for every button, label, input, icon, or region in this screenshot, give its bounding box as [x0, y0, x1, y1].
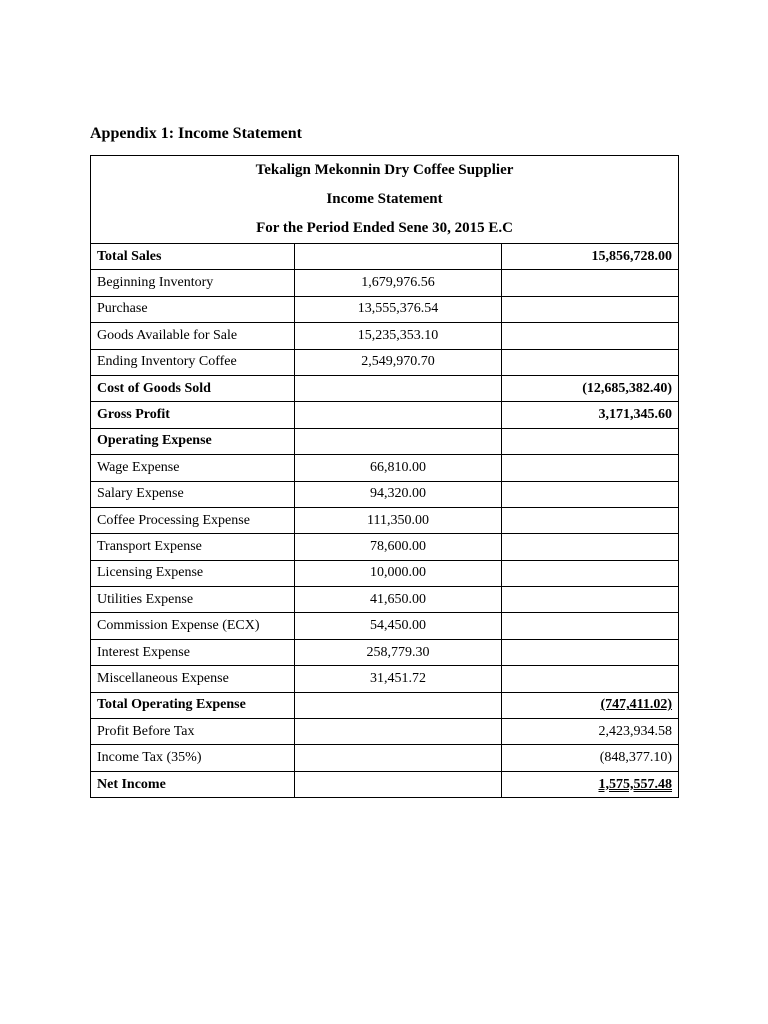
row-total-amount [502, 323, 679, 349]
row-total-amount [502, 613, 679, 639]
row-detail-amount: 15,235,353.10 [295, 323, 502, 349]
row-label: Wage Expense [91, 455, 295, 481]
row-detail-amount [295, 771, 502, 797]
statement-header [91, 156, 679, 244]
statement-row [91, 613, 679, 639]
row-total-value: 1,575,557.48 [598, 776, 673, 792]
row-total-amount [502, 745, 679, 771]
row-label: Total Operating Expense [91, 692, 295, 718]
row-label: Profit Before Tax [91, 719, 295, 745]
statement-row [91, 270, 679, 296]
row-total-amount [502, 666, 679, 692]
row-detail-amount: 13,555,376.54 [295, 296, 502, 322]
row-total-amount [502, 296, 679, 322]
row-total-amount [502, 402, 679, 428]
row-label: Total Sales [91, 244, 295, 270]
row-label: Utilities Expense [91, 587, 295, 613]
row-detail-amount: 258,779.30 [295, 639, 502, 665]
statement-period: For the Period Ended Sene 30, 2015 E.C [256, 220, 513, 236]
row-label: Gross Profit [91, 402, 295, 428]
row-detail-amount [295, 692, 502, 718]
row-total-amount [502, 507, 679, 533]
row-total-value: (848,377.10) [599, 750, 673, 766]
row-detail-amount: 66,810.00 [295, 455, 502, 481]
statement-row [91, 639, 679, 665]
statement-row [91, 402, 679, 428]
row-label: Licensing Expense [91, 560, 295, 586]
row-detail-amount [295, 244, 502, 270]
row-detail-amount: 31,451.72 [295, 666, 502, 692]
statement-row [91, 534, 679, 560]
row-total-value: 2,423,934.58 [598, 723, 673, 739]
row-label: Cost of Goods Sold [91, 375, 295, 401]
row-total-value: 15,856,728.00 [591, 248, 673, 264]
row-label: Transport Expense [91, 534, 295, 560]
row-total-amount [502, 428, 679, 454]
statement-row [91, 719, 679, 745]
row-detail-amount: 94,320.00 [295, 481, 502, 507]
row-label: Income Tax (35%) [91, 745, 295, 771]
statement-row [91, 692, 679, 718]
statement-row [91, 428, 679, 454]
row-label: Coffee Processing Expense [91, 507, 295, 533]
row-total-amount [502, 244, 679, 270]
row-label: Ending Inventory Coffee [91, 349, 295, 375]
row-total-value: (12,685,382.40) [582, 380, 673, 396]
row-total-amount [502, 587, 679, 613]
row-total-amount [502, 719, 679, 745]
row-label: Operating Expense [91, 428, 295, 454]
statement-row [91, 481, 679, 507]
row-label: Purchase [91, 296, 295, 322]
row-detail-amount [295, 719, 502, 745]
statement-row [91, 349, 679, 375]
statement-header-row [91, 156, 679, 244]
statement-row [91, 323, 679, 349]
row-detail-amount [295, 375, 502, 401]
row-detail-amount: 111,350.00 [295, 507, 502, 533]
row-label: Goods Available for Sale [91, 323, 295, 349]
row-label: Salary Expense [91, 481, 295, 507]
income-statement-table [90, 155, 679, 798]
statement-row [91, 244, 679, 270]
row-total-amount [502, 375, 679, 401]
statement-row [91, 666, 679, 692]
statement-row [91, 296, 679, 322]
row-label: Net Income [91, 771, 295, 797]
statement-row [91, 560, 679, 586]
statement-row [91, 771, 679, 797]
row-total-value: (747,411.02) [600, 697, 673, 713]
row-label: Beginning Inventory [91, 270, 295, 296]
row-total-value: 3,171,345.60 [598, 407, 673, 423]
row-total-amount [502, 534, 679, 560]
row-total-amount [502, 771, 679, 797]
row-detail-amount: 54,450.00 [295, 613, 502, 639]
row-detail-amount [295, 745, 502, 771]
row-total-amount [502, 481, 679, 507]
row-label: Interest Expense [91, 639, 295, 665]
row-detail-amount: 1,679,976.56 [295, 270, 502, 296]
appendix-title: Appendix 1: Income Statement [90, 125, 302, 142]
row-detail-amount [295, 428, 502, 454]
row-label: Commission Expense (ECX) [91, 613, 295, 639]
statement-row [91, 375, 679, 401]
statement-row [91, 745, 679, 771]
row-label: Miscellaneous Expense [91, 666, 295, 692]
statement-row [91, 587, 679, 613]
row-detail-amount: 41,650.00 [295, 587, 502, 613]
statement-name: Income Statement [326, 191, 443, 207]
row-detail-amount [295, 402, 502, 428]
row-total-amount [502, 692, 679, 718]
company-name: Tekalign Mekonnin Dry Coffee Supplier [255, 162, 514, 178]
statement-row [91, 507, 679, 533]
row-total-amount [502, 270, 679, 296]
row-total-amount [502, 349, 679, 375]
row-total-amount [502, 560, 679, 586]
row-total-amount [502, 455, 679, 481]
row-detail-amount: 2,549,970.70 [295, 349, 502, 375]
row-total-amount [502, 639, 679, 665]
row-detail-amount: 78,600.00 [295, 534, 502, 560]
row-detail-amount: 10,000.00 [295, 560, 502, 586]
statement-row [91, 455, 679, 481]
